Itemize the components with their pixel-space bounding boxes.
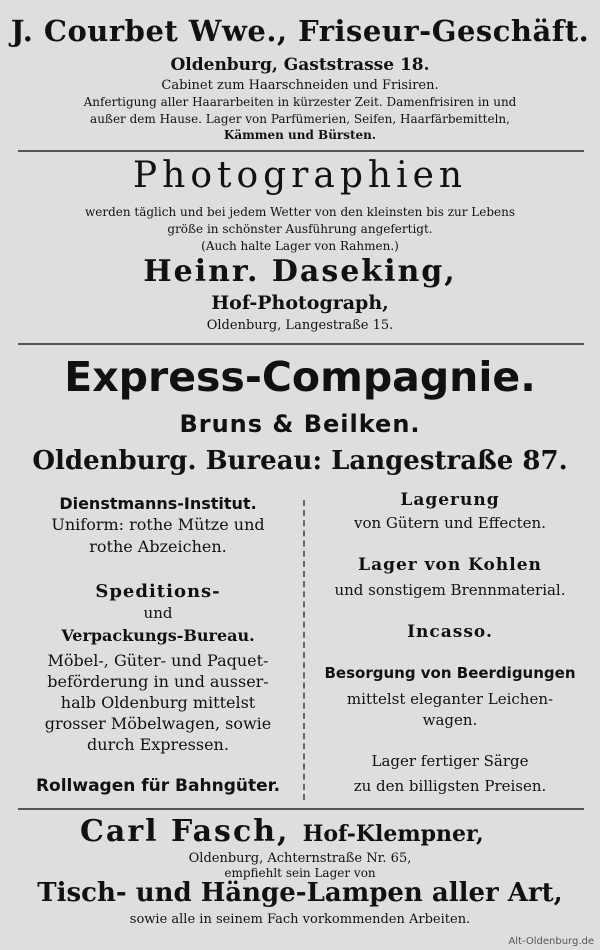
divider-3 xyxy=(18,808,584,810)
kohlen-sub: und sonstigem Brennmaterial. xyxy=(334,581,566,599)
photo-line3: (Auch halte Lager von Rahmen.) xyxy=(201,239,399,253)
fasch-line2: sowie alle in seinem Fach vorkommenden Arbeiten. xyxy=(129,912,471,927)
beerdigungen-sub2: wagen. xyxy=(422,711,478,729)
fasch-address: Oldenburg, Achternstraße Nr. 65, xyxy=(188,851,412,866)
column-divider xyxy=(303,500,305,800)
fasch-role: Hof-Klempner, xyxy=(302,821,484,847)
courbet-line3: außer dem Hause. Lager von Parfümerien, Seifen, Haarfärbemitteln, xyxy=(90,112,510,126)
fasch-lamps-title: Tisch- und Hänge-Lampen aller Art, xyxy=(37,878,563,908)
dienstmanns-heading: Dienstmanns-Institut. xyxy=(59,494,257,513)
photographer-role: Hof-Photograph, xyxy=(211,292,389,314)
moebel-line5: durch Expressen. xyxy=(87,735,229,754)
incasso-heading: Incasso. xyxy=(407,622,493,642)
saerge-line2: zu den billigsten Preisen. xyxy=(353,777,547,795)
uniform-line1: Uniform: rothe Mütze und xyxy=(51,515,265,534)
photographer-name: Heinr. Daseking, xyxy=(143,254,457,289)
express-owners: Bruns & Beilken. xyxy=(179,410,421,438)
express-city-office: Oldenburg. Bureau: Langestraße 87. xyxy=(32,446,568,476)
lagerung-sub: von Gütern und Effecten. xyxy=(354,514,546,532)
und-word: und xyxy=(143,604,173,622)
courbet-line1: Cabinet zum Haarschneiden und Frisiren. xyxy=(161,78,439,93)
rollwagen-line: Rollwagen für Bahngüter. xyxy=(35,776,281,796)
courbet-title: J. Courbet Wwe., Friseur-Geschäft. xyxy=(10,14,590,48)
fasch-name: Carl Fasch, xyxy=(80,814,290,849)
photo-line2: größe in schönster Ausführung angefertigt. xyxy=(167,222,433,236)
courbet-line2: Anfertigung aller Haararbeiten in kürzester Zeit. Damenfrisiren in und xyxy=(83,95,517,109)
kohlen-heading: Lager von Kohlen xyxy=(358,555,542,575)
courbet-address: Oldenburg, Gaststrasse 18. xyxy=(170,55,430,75)
watermark-text: Alt-Oldenburg.de xyxy=(508,936,594,947)
divider-2 xyxy=(18,343,584,345)
photographer-address: Oldenburg, Langestraße 15. xyxy=(206,318,394,333)
divider-1 xyxy=(18,150,584,152)
saerge-line1: Lager fertiger Särge xyxy=(371,752,529,770)
moebel-line1: Möbel-, Güter- und Paquet- xyxy=(47,651,269,670)
moebel-line2: beförderung in und ausser- xyxy=(47,672,269,691)
photo-line1: werden täglich und bei jedem Wetter von den kleinsten bis zur Lebens xyxy=(84,205,516,219)
photographien-title: Photographien xyxy=(132,155,468,196)
courbet-line4: Kämmen und Bürsten. xyxy=(223,128,377,142)
moebel-line4: grosser Möbelwagen, sowie xyxy=(44,714,272,733)
lagerung-heading: Lagerung xyxy=(400,490,500,510)
moebel-line3: halb Oldenburg mittelst xyxy=(60,693,256,712)
fasch-header xyxy=(80,814,560,849)
express-title: Express-Compagnie. xyxy=(64,353,536,401)
beerdigungen-heading: Besorgung von Beerdigungen xyxy=(324,664,576,682)
fasch-line1: empfiehlt sein Lager von xyxy=(224,866,376,880)
speditions-heading: Speditions- xyxy=(95,581,221,602)
uniform-line2: rothe Abzeichen. xyxy=(89,537,227,556)
beerdigungen-sub1: mittelst eleganter Leichen- xyxy=(346,690,554,708)
verpackungs-heading: Verpackungs-Bureau. xyxy=(61,626,255,645)
